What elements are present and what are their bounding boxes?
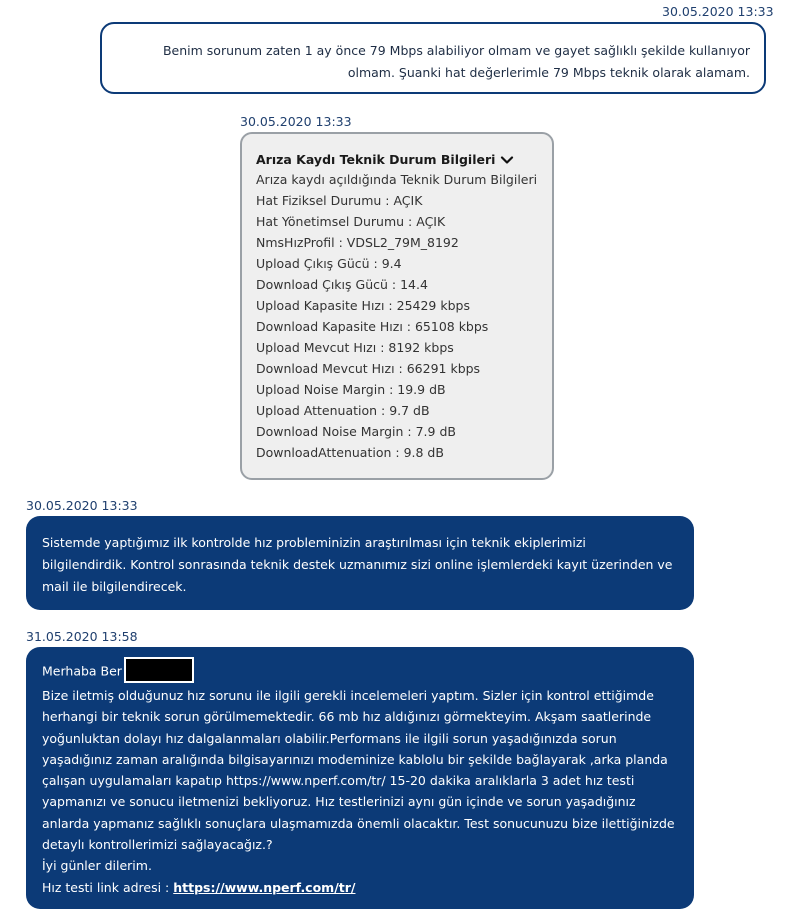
message-text-line: olmam. Şuanki hat değerlerimle 79 Mbps teknik olarak alamam. [347,65,750,80]
card-line: Upload Çıkış Gücü : 9.4 [256,256,402,271]
message-text-line: çalışan uygulamaları kapatıp https://www.nperf.com/tr/ 15-20 dakika aralıklarla 3 adet hız testi [42,773,635,789]
user-message-bubble [100,22,766,94]
card-line: Download Çıkış Gücü : 14.4 [256,277,428,292]
message-text-line: İyi günler dilerim. [42,858,152,874]
card-line: Upload Attenuation : 9.7 dB [256,403,430,418]
card-line: Arıza kaydı açıldığında Teknik Durum Bilgileri [256,172,538,187]
card-line: Download Mevcut Hızı : 66291 kbps [256,361,481,376]
card-line: Upload Kapasite Hızı : 25429 kbps [256,298,470,313]
agent-message-bubble [26,647,694,909]
message-text-line: anlarda yapmanız sağlıklı sonuçlara ulaşmamızda önemli olacaktır. Test sonucunuzu bize ilettiğinizde [42,815,675,831]
card-line: Upload Noise Margin : 19.9 dB [256,382,446,397]
message-text-line: herhangi bir teknik sorun görülmemektedir. 66 mb hız aldığınızı görmekteyim. Akşam saatlerinde [42,709,652,725]
card-title: Arıza Kaydı Teknik Durum Bilgileri [256,152,496,167]
card-line: Upload Mevcut Hızı : 8192 kbps [256,340,454,355]
card-line: NmsHızProfil : VDSL2_79M_8192 [256,235,459,250]
card-line: Download Kapasite Hızı : 65108 kbps [256,319,489,334]
message-text-line: bilgilendirdik. Kontrol sonrasında teknik destek uzmanımız sizi online işlemlerdeki kayıt üzerinden ve [42,557,673,572]
card-line: Hat Yönetimsel Durumu : AÇIK [256,214,446,229]
message-timestamp: 30.05.2020 13:33 [240,114,352,129]
message-text-line: yapmanızı ve sonucu iletmenizi bekliyoruz. Hız testlerinizi aynı gün içinde ve sorun yaşadığınız [42,794,636,810]
message-text-line: Benim sorunum zaten 1 ay önce 79 Mbps alabiliyor olmam ve gayet sağlıklı şekilde kullanıyor [162,43,750,58]
message-text-line: yaşadığınız zaman aralığında bilgisayarınızı modeminize kablolu bir şekilde bağlayarak ,arka planda [42,751,668,767]
message-text-line: yoğunluktan dolayı hız dalgalanmaları olabilir.Performans ile ilgili sorun yaşadığınızda sorun [42,730,617,746]
message-text-line: detaylı kontrollerimizi sağlayacağız.? [42,837,273,853]
message-text-line: Bize iletmiş olduğunuz hız sorunu ile ilgili gerekli incelemeleri yaptım. Sizler için kontrol ettiğimde [42,688,654,703]
greeting-line [42,659,678,685]
card-line: Download Noise Margin : 7.9 dB [256,424,456,439]
link-label: Hız testi link adresi : [42,879,174,895]
message-timestamp: 30.05.2020 13:33 [26,498,138,513]
message-timestamp: 31.05.2020 13:58 [26,629,138,644]
message-text-line: Sistemde yaptığımız ilk kontrolde hız probleminizin araştırılması için teknik ekiplerimizi [42,535,586,550]
agent-message-bubble [26,516,694,610]
card-header-toggle[interactable] [256,151,538,169]
message-text-line: mail ile bilgilendirecek. [42,579,187,594]
card-line: Hat Fiziksel Durumu : AÇIK [256,193,423,208]
chevron-down-icon[interactable] [500,153,514,167]
message-timestamp: 30.05.2020 13:33 [662,4,774,19]
speed-test-link[interactable]: https://www.nperf.com/tr/ [173,879,356,895]
link-line [42,877,678,898]
technical-status-card [240,132,554,480]
greeting-text: Merhaba Ber [42,663,122,679]
redacted-name-block [124,657,194,683]
card-line: DownloadAttenuation : 9.8 dB [256,445,444,460]
